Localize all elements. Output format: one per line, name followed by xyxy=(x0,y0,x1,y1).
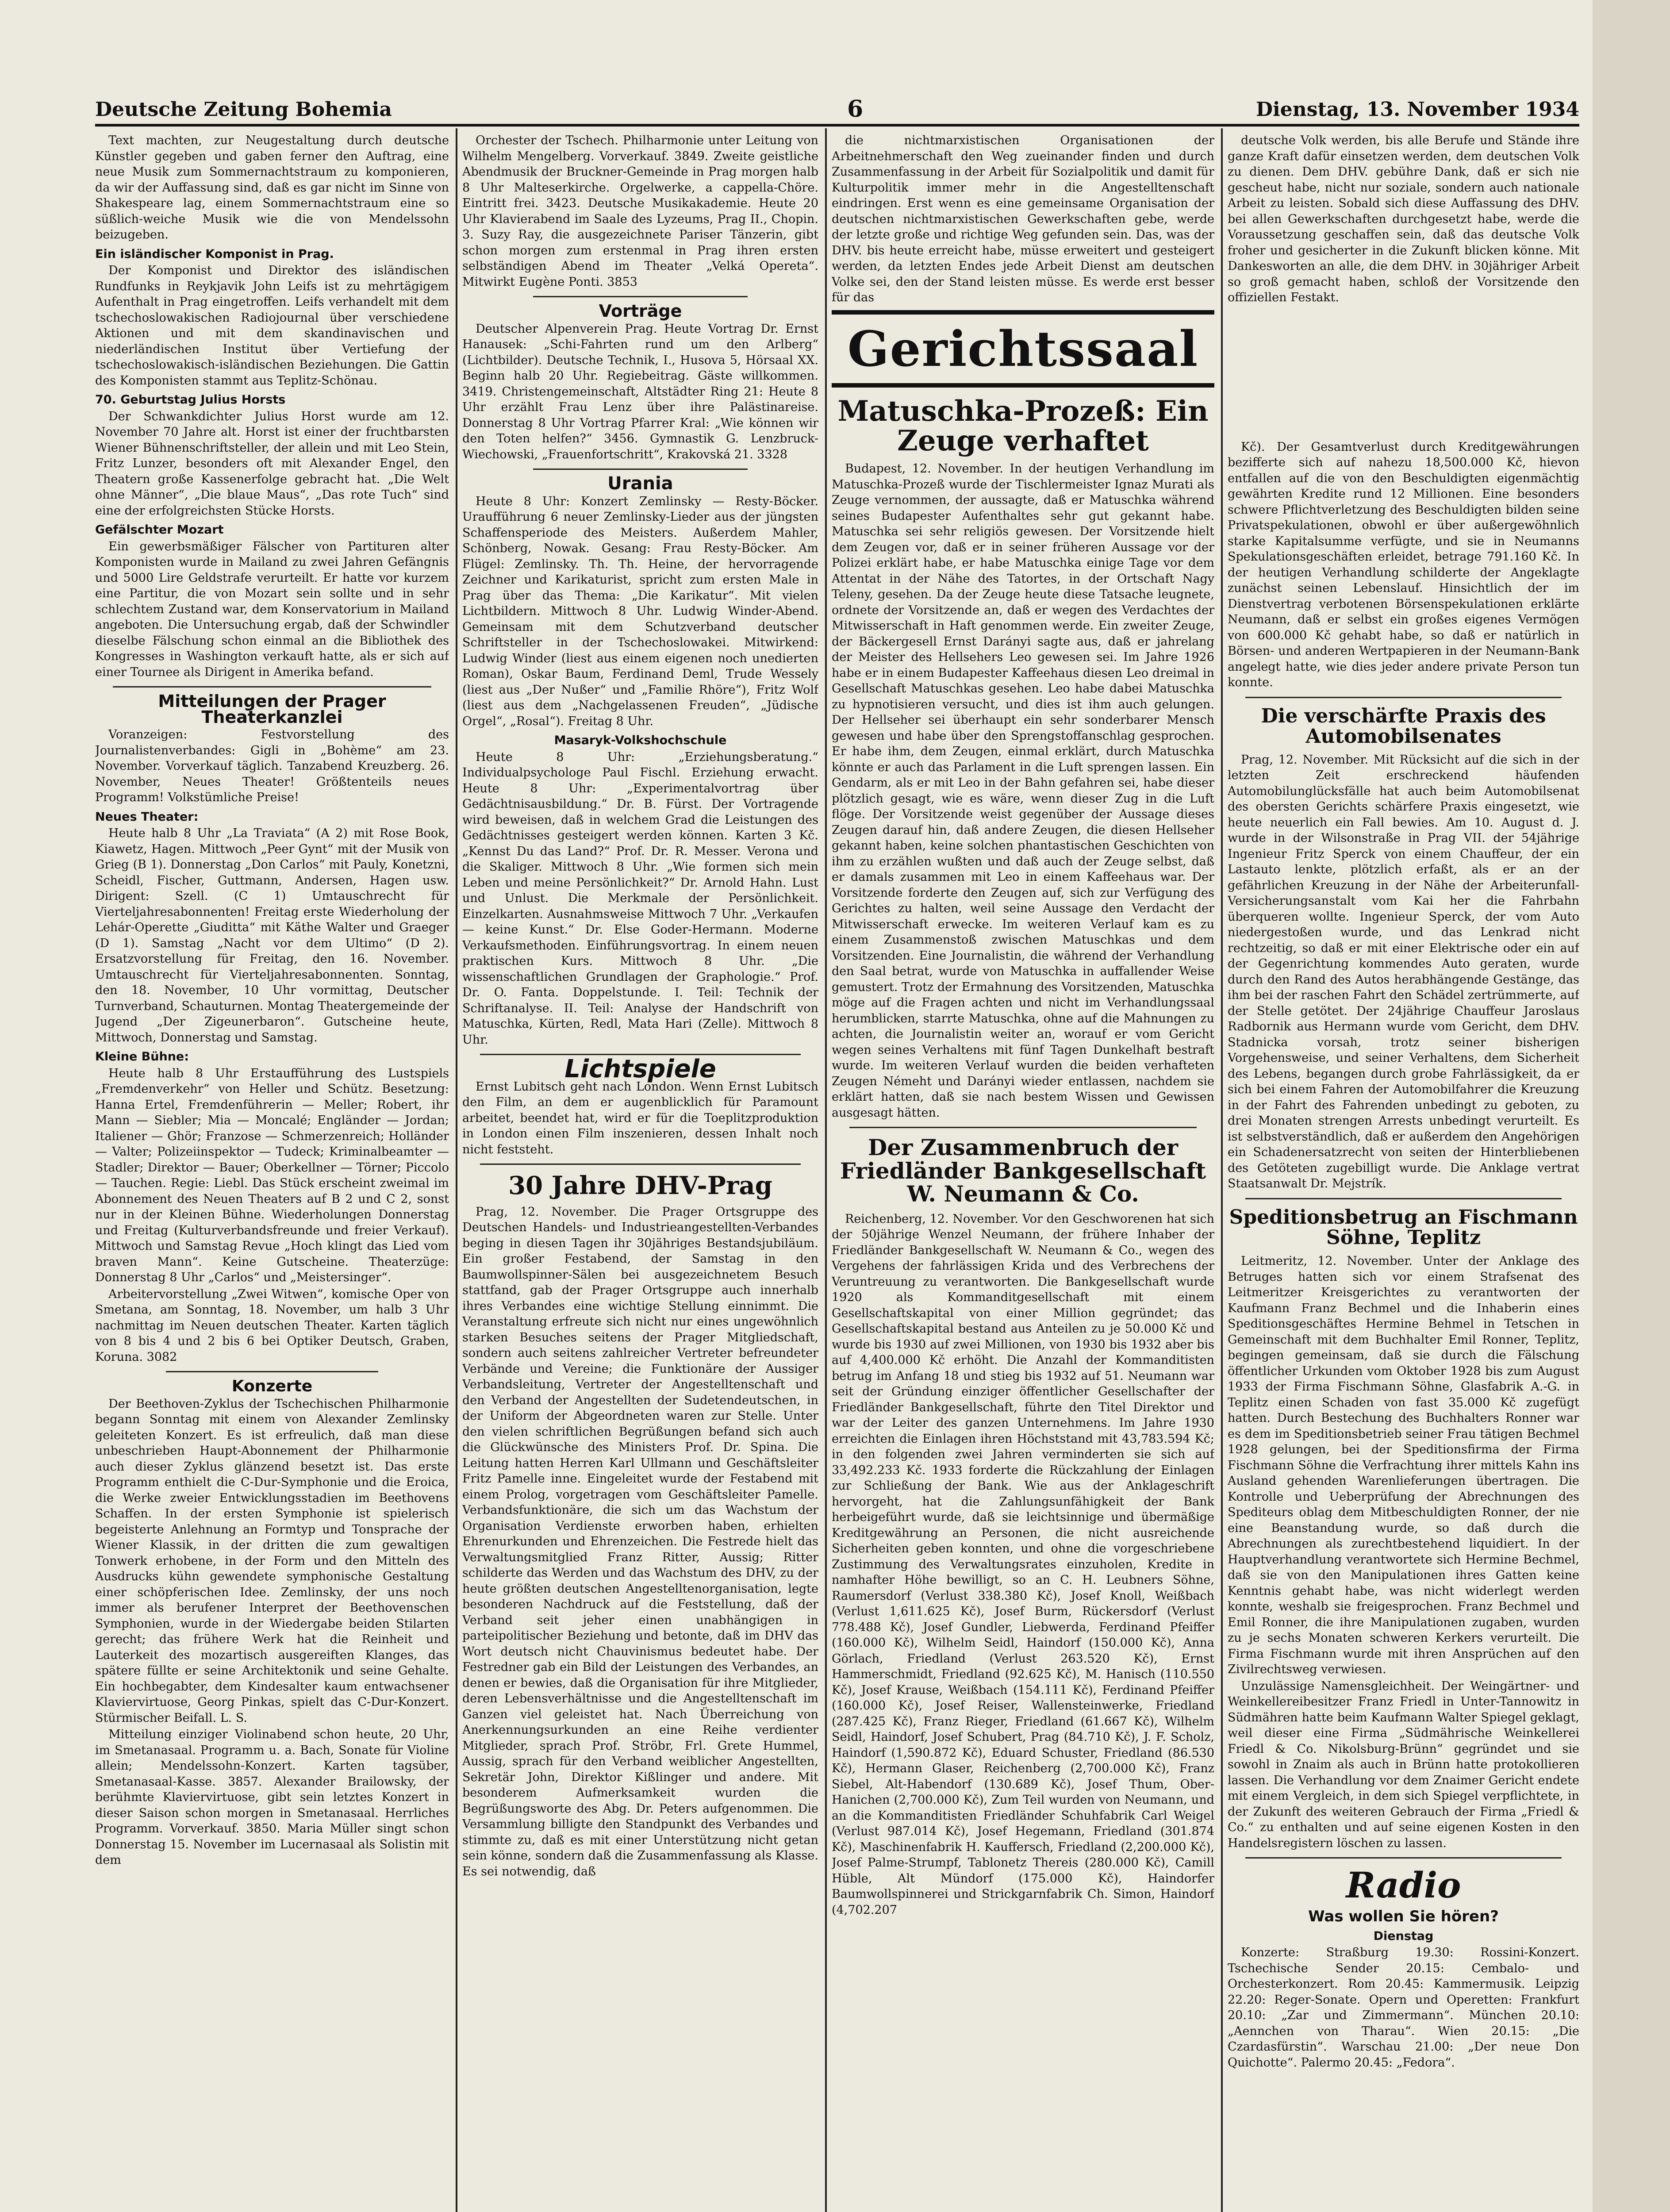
article-text: Heute 8 Uhr: Konzert Zemlinsky — Resty-Böcker. Uraufführung 6 neuer Zemlinsky-Lieder aus der jüngsten Schaffensperiode des Meisters. Außerdem Mahler, Schönberg, Nowak. Gesang: Frau Resty-Böcker. Am Flügel: Zemlinsky. Th. Th. Heine, der hervorragende Zeichner und Karikaturist, spricht zum ersten Male in Prag über das Thema: „Die Karikatur“. Mit vielen Lichtbildern. Mittwoch 8 Uhr. Ludwig Winder-Abend. Gemeinsam mit dem Schutzverband deutscher Schriftsteller in der Tschechoslowakei. Mitwirkend: Ludwig Winder (liest aus einem eigenen noch unedierten Roman), Oskar Baum, Ferdinand Deml, Trude Wessely (liest aus „Der Nußer“ und „Familie Rhöre“), Fritz Wolf (liest aus dem „Nachgelassenen Freuden“, „Jüdische Orgel“, „Rosal“). Freitag 8 Uhr. xyxy=(462,494,818,728)
issue-date: Dienstag, 13. November 1934 xyxy=(1255,98,1579,121)
separator xyxy=(533,296,748,297)
column-3 xyxy=(832,133,1214,2212)
separator xyxy=(166,1371,378,1372)
article-heading: Neues Theater: xyxy=(95,810,199,824)
page-number: 6 xyxy=(847,96,864,123)
article-heading: Kleine Bühne: xyxy=(95,1050,189,1064)
article-heading: Masaryk-Volkshochschule xyxy=(554,733,727,747)
section-heading: Konzerte xyxy=(231,1377,313,1395)
article-heading: Gefälschter Mozart xyxy=(95,523,224,537)
spacer xyxy=(1228,307,1579,439)
headline: Die verschärfte Praxis des Automobilsenates xyxy=(1261,704,1546,748)
article-text: Prag, 12. November. Mit Rücksicht auf die sich in der letzten Zeit erschreckend häufenden Automobilunglücksfälle hat auch beim Automobilsenat des obersten Gerichts schärfere Praxis eingesetzt, wie heute neuerlich ein Fall bewies. Am 10. August d. J. wurde in der Wilsonstraße in Prag VII. der 54jährige Ingenieur Fritz Sperck von einem Chauffeur, der ein Lastauto lenkte, plötzlich erfaßt, als er an der gefährlichen Kreuzung in der Nähe der Arbeiterunfall-Versicherungsanstalt vom Kai her die Fahrbahn überqueren wollte. Ingenieur Sperck, der vom Auto niedergestoßen wurde, und das Lenkrad nicht rechtzeitig, so daß er mit einer Elektrische oder ein auf der Gegenrichtung kommendes Auto geraten, wurde durch den Rand des Autos herabhängende Gestänge, das ihm bei der raschen Fahrt den Schädel zertrümmerte, auf der Stelle getötet. Der 24jährige Chauffeur Jaroslaus Radbornik aus Hermann wurde vom Gericht, dem DHV. Stadnicka vorsah, trotz seiner bisherigen Vorgehensweise, und seiner Verhaltens, dem Sicherheit des Lebens, begangen durch grobe Fahrlässigkeit, da er sich bei einem Fahren der Automobilfahrer die Kreuzung in der Fahrt des Fahrenden unbedingt zu geboten, zu drei Monaten strengen Arrests unbedingt verurteilt. Es ist selbstverständlich, daß er außerdem den Angehörigen ein Schadenersatzrecht von seiten der Hinterbliebenen des Getöteten zugebilligt wurde. Die Anklage vertrat Staatsanwalt Dr. Mejstrík. xyxy=(1228,753,1579,1191)
headline: Der Zusammenbruch der Friedländer Bankgesellschaft W. Neumann & Co. xyxy=(840,1134,1206,1207)
headline: Speditionsbetrug an Fischmann Söhne, Teplitz xyxy=(1229,1206,1578,1249)
column-divider xyxy=(1221,128,1223,2212)
article-heading: Ein isländischer Komponist in Prag. xyxy=(95,247,334,261)
page-header xyxy=(95,96,1579,123)
separator xyxy=(1245,697,1562,698)
article-heading: Dienstag xyxy=(1373,1929,1434,1943)
article-text: Voranzeigen: Festvorstellung des Journalistenverbandes: Gigli in „Bohème“ am 23. November. Vorverkauf täglich. Tanzabend Kreuzberg. 26. November, Neues Theater! Größtenteils neues Programm! Volkstümliche Preise! xyxy=(95,728,449,804)
article-text: Orchester der Tschech. Philharmonie unter Leitung von Wilhelm Mengelberg. Vorverkauf. 3849. Zweite geistliche Abendmusik der Bruckner-Gemeinde in Prag morgen halb 8 Uhr Malteserkirche. Orgelwerke, a cappella-Chöre. Eintritt frei. 3423. Deutsche Musikakademie. Heute 20 Uhr Klavierabend im Saale des Lyzeums, Prag II., Chopin. 3. Suzy Ray, die ausgezeichnete Pariser Tänzerin, gibt schon morgen zum erstenmal in Prag ihren ersten selbständigen Abend im Theater „Velká Opereta“. Mitwirkt Eugène Ponti. 3853 xyxy=(462,134,818,289)
article-heading: Was wollen Sie hören? xyxy=(1308,1908,1499,1926)
article-text: Der Komponist und Direktor des isländischen Rundfunks in Reykjavik John Leifs ist zu mehrtägigem Aufenthalt in Prag eingetroffen. Leifs verhandelt mit dem tschechoslowakischen Radiojournal über verschiedene Aktionen und mit dem skandinavischen und niederländischen Institut über Vertiefung der tschechoslowakisch-isländischen Beziehungen. Die Gattin des Komponisten stammt aus Teplitz-Schönau. xyxy=(95,264,449,388)
section-banner: Gerichtssaal xyxy=(832,310,1214,388)
article-text: Ein gewerbsmäßiger Fälscher von Partituren alter Komponisten wurde in Mailand zu zwei Jahren Gefängnis und 5000 Lire Geldstrafe verurteilt. Er hatte vor kurzem eine Partitur, die von Mozart sein sollte und in sehr schlechtem Zustand war, dem Konservatorium in Mailand angeboten. Die Untersuchung ergab, daß der Schwindler dieselbe Fälschung schon einmal an die Bibliothek des Kongresses in Washington verkauft hatte, als er sich auf einer Tournee als Dirigent in Amerika befand. xyxy=(95,539,449,679)
separator xyxy=(480,1164,801,1165)
section-heading: Mitteilungen der Prager Theaterkanzlei xyxy=(158,691,386,727)
column-4 xyxy=(1228,133,1579,2212)
article-text: Heute halb 8 Uhr Erstaufführung des Lustspiels „Fremdenverkehr“ von Heller und Schütz. Besetzung: Hanna Ertel, Fremdenführerin — Meller; Robert, ihr Mann — Siebler; Mia — Moncalé; Engländer — Jordan; Italiener — Ghör; Franzose — Schmerzenreich; Holländer — Valter; Polizeiinspektor — Tudeck; Kriminalbeamter — Stadler; Direktor — Bauer; Oberkellner — Törner; Piccolo — Tauchen. Regie: Liebl. Das Stück erscheint zweimal im Abonnement des Neuen Theaters auf B 2 und C 2, sonst nur in der Kleinen Bühne. Wiederholungen Donnerstag und Freitag (Kulturverbandsfreunde und freier Verkauf). Mittwoch und Samstag Revue „Hoch klingt das Lied vom braven Mann“. Keine Gutscheine. Theaterzüge: Donnerstag 8 Uhr „Carlos“ und „Meistersinger“. xyxy=(95,1066,449,1284)
article-text: Der Beethoven-Zyklus der Tschechischen Philharmonie begann Sonntag mit einem von Alexander Zemlinsky geleiteten Konzert. Es ist erfreulich, daß man diese unbeschrieben Haupt-Abonnement der Philharmonie auch dieser Zyklus glänzend besetzt ist. Das erste Programm enthielt die C-Dur-Symphonie und die Eroica, die Werke zweier Entwicklungsstadien im Beethovens Schaffen. In der ersten Symphonie ist spielerisch begeisterte Anlehnung an Formtyp und Tonsprache der Wiener Klassik, in der dritten die zum gewaltigen Tonwerk erhobene, in der Form und den Mitteln des Ausdrucks kühn gewendete symphonische Gestaltung einer schöpferischen Idee. Zemlinsky, der uns noch immer als berufener Interpret der Beethovenschen Symphonien, wurde in der Wiedergabe beiden Stilarten gerecht; das frühere Werk hat die Reinheit und Lauterkeit des mozartisch ausgereiften Klanges, das spätere füllte er seine Architektonik und seine Gehalte. Ein hochbegabter, dem Kindesalter kaum entwachsener Klaviervirtuose, Georg Pinkas, spielt das C-Dur-Konzert. Stürmischer Beifall. L. S. xyxy=(95,1397,449,1725)
headline: 30 Jahre DHV-Prag xyxy=(508,1171,772,1200)
article-text: Text machten, zur Neugestaltung durch deutsche Künstler gegeben und gaben ferner den Auftrag, eine neue Musik zum Sommernachtstraum zu komponieren, da wir der Auffassung sind, daß es gar nicht im Sinne von Shakespeare lag, einem Sommernachtstraum eine so süßlich-weiche Musik wie die von Mendelssohn beizugeben. xyxy=(95,134,449,242)
article-text: Heute 8 Uhr: „Erziehungsberatung.“ Individualpsychologe Paul Fischl. Erziehung erwacht. Heute 8 Uhr: „Experimentalvortrag über Gedächtnisausbildung.“ Dr. B. Fürst. Der Vortragende wird beweisen, daß in welchem Grad die Leistungen des Gedächtnisses gesteigert werden können. Karten 3 Kč. „Kennst Du das Land?“ Prof. Dr. R. Messer. Verona und die Skaliger. Mittwoch 8 Uhr. „Wie formen sich mein Leben und meine Persönlichkeit?“ Dr. Arnold Hahn. Lust und Unlust. Die Merkmale der Persönlichkeit. Einzelkarten. Ausnahmsweise Mittwoch 7 Uhr. „Verkaufen — keine Kunst.“ Dr. Else Goder-Hermann. Moderne Verkaufsmethoden. Einführungsvortrag. In einem neuen praktischen Kurs. Mittwoch 8 Uhr. „Die wissenschaftlichen Grundlagen der Graphologie.“ Prof. Dr. O. Fanta. Doppelstunde. I. Teil: Technik der Schriftanalyse. II. Teil: Analyse der Handschrift von Matuschka, Kürten, Redl, Mata Hari (Zelle). Mittwoch 8 Uhr. xyxy=(462,750,818,1047)
article-text: Prag, 12. November. Die Prager Ortsgruppe des Deutschen Handels- und Industrieangestellten-Verbandes beging in diesen Tagen ihr 30jähriges Bestandsjubiläum. Ein großer Festabend, der Samstag in den Baumwollspinner-Sälen bei ausgezeichnetem Besuch stattfand, gab der Prager Ortsgruppe auch innerhalb ihres Verbandes eine wichtige Stellung einnimmt. Die Veranstaltung erfreute sich nicht nur eines ungewöhnlich starken Besuches seitens der Prager Mitgliedschaft, sondern auch seitens zahlreicher Vertreter befreundeter Verbände und Vereine; die Funktionäre der Aussiger Verbandsleitung, Vertreter der Angestelltenschaft und den Verband der Angestellten der Sudetendeutschen, in der Uniform der Abgeordneten waren zur Stelle. Unter den vielen schriftlichen Begrüßungen befand sich auch die Glückwünsche des Ministers Prof. Dr. Spina. Die Leitung hatten Herren Karl Ullmann und Geschäftsleiter Fritz Pamelle inne. Eingeleitet wurde der Festabend mit einem Prolog, vorgetragen vom Geschäftsleiter Pamelle. Verbandsfunktionäre, die sich um das Wachstum der Organisation Verdienste erworben haben, erhielten Ehrenurkunden und Ehrenzeichen. Die Festrede hielt das Verwaltungsmitglied Franz Ritter, Aussig; Ritter schilderte das Werden und das Wachstum des DHV, zu der heute größten deutschen Angestelltenorganisation, legte besonderen Nachdruck auf die Feststellung, daß der Verband seit jeher einen unabhängigen in parteipolitischer Beziehung und betonte, daß im DHV das Wort deutsch nicht Chauvinismus bedeutet habe. Der Festredner gab ein Bild der Leistungen des Verbandes, an denen er bewies, daß die Organisation für ihre Mitglieder, deren Lebensverhältnisse und die Angestelltenschaft im Ganzen viel geleistet hat. Nach Überreichung von Anerkennungsurkunden an eine Reihe verdienter Mitglieder, sprach Prof. Ströbr, Frl. Grete Hummel, Aussig, sprach für den Verband weiblicher Angestellten, Sekretär John, Direktor Kißlinger und andere. Mit besonderem Aufmerksamkeit wurden die Begrüßungsworte des Abg. Dr. Peters aufgenommen. Die Versammlung billigte den Standpunkt des Verbandes und stimmte zu, daß es mit einer Unterstützung nicht getan sein könne, sondern daß die Zusammenfassung als Klasse. Es sei notwendig, daß xyxy=(462,1205,818,1878)
article-text: Deutscher Alpenverein Prag. Heute Vortrag Dr. Ernst Hanausek: „Schi-Fahrten rund um den Arlberg“ (Lichtbilder). Deutsche Technik, I., Husova 5, Hörsaal XX. Beginn halb 20 Uhr. Regiebeitrag. Gäste willkommen. 3419. Christengemeinschaft, Altstädter Ring 21: Heute 8 Uhr erzählt Frau Lenz über ihre Palästinareise. Donnerstag 8 Uhr Vortrag Pfarrer Kral: „Wie können wir den Toten helfen?“ 3456. Gymnastik G. Lenzbruck-Wiechowski, „Frauenfortschritt“, Krakovská 21. 3328 xyxy=(462,322,818,461)
article-text: Unzulässige Namensgleichheit. Der Weingärtner- und Weinkellereibesitzer Franz Friedl in Unter-Tannowitz in Südmähren hatte beim Kaufmann Walter Spiegel geklagt, weil dieser eine Firma „Südmährische Weinkellerei Friedl & Co. Nikolsburg-Brünn“ gegründet und sie sowohl in Znaim als auch in Brünn hatte protokollieren lassen. Die Verhandlung vor dem Znaimer Gericht endete mit einem Vergleich, in dem sich Spiegel verpflichtete, in der Zukunft des weiteren Gebrauch der Firma „Friedl & Co.“ zu enthalten und auf seine eigenen Kosten in den Handelsregistern löschen zu lassen. xyxy=(1228,1679,1579,1850)
article-text: Budapest, 12. November. In der heutigen Verhandlung im Matuschka-Prozeß wurde der Tischlermeister Ignaz Murati als Zeuge vernommen, der aussagte, daß er Matuschka während seines Budapester Aufenthaltes sehr gut gekannt habe. Matuschka sei sehr religiös gewesen. Der Vorsitzende hielt dem Zeugen vor, daß er in seiner früheren Aussage vor der Polizei erklärt habe, er habe Matuschka einige Tage vor dem Attentat in der Nähe des Tatortes, in der Ortschaft Nagy Teleny, gesehen. Da der Zeuge heute diese Tatsache leugnete, ordnete der Vorsitzende an, daß er wegen des Verdachtes der Mitwisserschaft in Haft genommen werde. Ein zweiter Zeuge, der Bäckergesell Ernst Darányi sagte aus, daß er jahrelang der Meister des Hellsehers Leo gewesen sei. Im Jahre 1926 habe er in einem Budapester Kaffeehaus diesen Leo dreimal in Gesellschaft Matuschkas gesehen. Leo habe dabei Matuschka zu hypnotisieren versucht, und dies ist ihm auch gelungen. Der Hellseher sei überhaupt ein sehr sonderbarer Mensch gewesen und habe über den Sprengstoffanschlag gesprochen. Er habe ihm, dem Zeugen, einmal erklärt, durch Matuschka könnte er auch das Parlament in die Luft sprengen lassen. Ein Gendarm, als er mit Leo in der Bahn gefahren sei, habe dieser plötzlich gesagt, wie es wäre, wenn dieser Zug in die Luft flöge. Der Vorsitzende weist gegenüber der Aussage dieses Zeugen darauf hin, daß andere Zeugen, die diesen Hellseher gekannt haben, keine solchen phantastischen Geschichten von ihm zu erzählen wußten und daß auch der Zeuge selbst, daß er damals zusammen mit Leo in einem Kaffeehaus war. Der Vorsitzende forderte den Zeugen auf, sich zur Verfügung des Gerichtes zu halten, weil seine Aussage den Verdacht der Mitwisserschaft erwecke. Im weiteren Verlauf kam es zu einem Zusammenstoß zwischen Matuschkas und dem Vorsitzenden. Eine Journalistin, die während der Verhandlung den Saal betrat, wurde von Matuschka in auffallender Weise gemustert. Trotz der Ermahnung des Vorsitzenden, Matuschka möge auf die Fragen achten und nicht im Verhandlungssaal herumblicken, starrte Matuschka, ohne auf die Mahnungen zu achten, die Journalistin weiter an, worauf er vom Gericht wegen seines Verhaltens mit fünf Tagen Dunkelhaft bestraft wurde. Im weiteren Verlauf wurden die beiden verhafteten Zeugen Némeht und Darányi wieder entlassen, nachdem sie erklärt hatten, daß sie nach bestem Wissen und Gewissen ausgesagt hätten. xyxy=(832,462,1214,1120)
column-1 xyxy=(95,133,449,2212)
section-heading: Lichtspiele xyxy=(564,1055,716,1083)
article-text: Reichenberg, 12. November. Vor den Geschworenen hat sich der 50jährige Wenzel Neumann, der frühere Inhaber der Friedländer Bankgesellschaft W. Neumann & Co., wegen des Vergehens der fahrlässigen Krida und des Verbrechens der Veruntreuung zu verantworten. Die Bankgesellschaft wurde 1920 als Kommanditgesellschaft mit einem Gesellschaftskapital von einer Million gegründet; das Gesellschaftskapital bestand aus Anteilen zu je 50.000 Kč und wurde bis 1930 auf zwei Millionen, von 1930 bis 1932 aber bis auf 4,400.000 Kč erhöht. Die Anzahl der Kommanditisten betrug im Anfang 18 und stieg bis 1932 auf 51. Neumann war seit der Gründung einziger öffentlicher Gesellschafter der Friedländer Bankgesellschaft, führte den Titel Direktor und war der Leiter des ganzen Unternehmens. Im Jahre 1930 erreichten die Einlagen ihren Höchststand mit 43,783.594 Kč; in den folgenden zwei Jahren verminderten sie sich auf 33,492.233 Kč. 1933 forderte die Rückzahlung der Einlagen zur Schließung der Bank. Wie aus der Anklageschrift hervorgeht, hat die Zahlungsunfähigkeit der Bank herbeigeführt wurde, daß sie leichtsinnige und übermäßige Kreditgewährung an Personen, die nicht ausreichende Sicherheiten geben konnten, und ohne die vorgeschriebene Zustimmung des Verwaltungsrates einzuholen, Kredite in namhafter Höhe bewilligt, so an C. H. Leubners Söhne, Raumersdorf (Verlust 338.380 Kč), Josef Knoll, Weißbach (Verlust 1,611.625 Kč), Josef Burm, Rückersdorf (Verlust 778.488 Kč), Josef Gundler, Liebwerda, Ferdinand Pfeiffer (160.000 Kč), Wilhelm Seidl, Haindorf (150.000 Kč), Anna Görlach, Friedland (Verlust 263.520 Kč), Ernst Hammerschmidt, Friedland (92.625 Kč), M. Hanisch (110.550 Kč), Josef Krause, Weißbach (154.111 Kč), Ferdinand Pfeiffer (160.000 Kč), Josef Reiser, Wallensteinwerke, Friedland (287.425 Kč), Franz Rieger, Friedland (61.667 Kč), Wilhelm Seidl, Haindorf, Josef Schubert, Prag (84.710 Kč), J. F. Scholz, Haindorf (1,590.872 Kč), Eduard Schuster, Friedland (86.530 Kč), Hermann Glaser, Reichenberg (2,700.000 Kč), Franz Siebel, Alt-Habendorf (130.689 Kč), Josef Thum, Ober-Hanichen (2,700.000 Kč), Zum Teil wurden von Neumann, und an die Kommanditisten Friedländer Schuhfabrik Carl Weigel (Verlust 987.014 Kč), Josef Hegemann, Friedland (301.874 Kč), Maschinenfabrik H. Kauffersch, Friedland (2,200.000 Kč), Josef Palme-Strumpf, Tablonetz Thereis (280.000 Kč), Camill Hüble, Alt Mündorf (175.000 Kč), Haindorfer Baumwollspinnerei und Strickgarnfabrik Ch. Simon, Haindorf (4,702.207 xyxy=(832,1212,1214,1917)
page-margin xyxy=(1593,0,1670,2212)
column-2 xyxy=(462,133,818,2212)
section-heading: Urania xyxy=(607,473,673,494)
article-text: Konzerte: Straßburg 19.30: Rossini-Konzert. Tschechische Sender 20.15: Cembalo- und Orchesterkonzert. Rom 20.45: Kammermusik. Leipzig 22.20: Reger-Sonate. Opern und Operetten: Frankfurt 20.10: „Zar und Zimmermann“. München 20.10: „Aennchen von Tharau“. Wien 20.15: „Die Czardasfürstin“. Warschau 21.00: „Der neue Don Quichotte“. Palermo 20.45: „Fedora“. xyxy=(1228,1946,1579,2070)
headline: Matuschka-Prozeß: Ein Zeuge verhaftet xyxy=(837,395,1209,458)
article-text: Arbeitervorstellung „Zwei Witwen“, komische Oper von Smetana, am Sonntag, 18. November, um halb 3 Uhr nachmittag im Neuen deutschen Theater. Karten täglich von 8 bis 4 und 2 bis 6 bei Optiker Deutsch, Graben, Koruna. 3082 xyxy=(95,1287,449,1364)
column-divider xyxy=(825,128,827,2212)
article-text: Leitmeritz, 12. November. Unter der Anklage des Betruges hatten sich vor einem Strafsenat des Leitmeritzer Kreisgerichtes zu verantworten der Kaufmann Franz Bechmel und die Inhaberin eines Speditionsgeschäftes Hermine Behmel in Tetschen in Gemeinschaft mit dem Buchhalter Emil Ronner, Teplitz, begingen gemeinsam, daß sie durch die Fälschung öffentlicher Urkunden vom Oktober 1928 bis zum August 1933 der Firma Fischmann Söhne, Glasfabrik A.-G. in Teplitz einen Schaden von fast 35.000 Kč zugefügt hatten. Durch Bestechung des Buchhalters Ronner war es dem im Speditionsbetrieb seiner Frau tätigen Bechmel 1928 gelungen, bei der Speditionsfirma der Firma Fischmann Söhne die Verfrachtung ihrer mittels Kahn ins Ausland gehenden Warenlieferungen übertragen. Die Kontrolle und Ueberprüfung der Abrechnungen des Spediteurs oblag dem Mitbeschuldigten Ronner, der nie eine Beanstandung wurde, so daß durch die Abrechnungen als zurechtbestehend liquidiert. In der Hauptverhandlung verantwortete sich Hermine Bechmel, daß sie von den Manipulationen ihres Gatten keine Kenntnis gehabt habe, was nicht widerlegt werden konnte, weshalb sie freigesprochen. Franz Bechmel und Emil Ronner, die ihre Manipulationen zugaben, wurden zu je sechs Monaten schweren Kerkers verurteilt. Die Firma Fischmann wurde mit ihren Ansprüchen auf den Zivilrechtsweg verwiesen. xyxy=(1228,1254,1579,1677)
article-heading: 70. Geburtstag Julius Horsts xyxy=(95,393,286,407)
paper-name: Deutsche Zeitung Bohemia xyxy=(95,98,392,121)
article-text: Heute halb 8 Uhr „La Traviata“ (A 2) mit Rose Book, Kiawetz, Hagen. Mittwoch „Peer Gynt“ mit der Musik von Grieg (B 1). Donnerstag „Don Carlos“ mit Pauly, Konetzni, Scheidl, Fischer, Guttmann, Andersen, Hagen usw. Dirigent: Szell. (C 1) Umtauschrecht für Vierteljahresabonnenten! Freitag erste Wiederholung der Lehár-Operette „Giuditta“ mit Käthe Walter und Graeger (D 1). Samstag „Nacht vor dem Ultimo“ (D 2). Ersatzvorstellung für Freitag, den 16. November. Umtauschrecht für Vierteljahresabonnenten. Sonntag, den 18. November, 10 Uhr vormittag, Deutscher Turnverband, Schauturnen. Montag Theatergemeinde der Jugend „Der Zigeunerbaron“. Gutscheine heute, Mittwoch, Donnerstag und Samstag. xyxy=(95,826,449,1045)
article-text: die nichtmarxistischen Organisationen der Arbeitnehmerschaft den Weg zueinander finden und durch Zusammenfassung in der Arbeit für Sozialpolitik und damit für Kulturpolitik immer mehr in die Angestelltenschaft eindringen. Erst wenn es eine gemeinsame Organisation der deutschen nichtmarxistischen Gewerkschaften gebe, werde der letzte große und richtige Weg gefunden sein. Das, was der DHV. bis heute erreicht habe, müsse erweitert und gesteigert werden, da letzten Endes jede Arbeit Dienst am deutschen Volke sei, den der Stand leisten müsse. Es werde erst besser für das xyxy=(832,134,1214,304)
separator xyxy=(113,686,431,687)
separator xyxy=(849,1127,1197,1128)
column-divider xyxy=(456,128,457,2212)
separator xyxy=(1245,1857,1562,1859)
header-rule xyxy=(95,124,1579,127)
headline: Radio xyxy=(1346,1864,1461,1906)
separator xyxy=(533,469,748,470)
article-text: Mitteilung einziger Violinabend schon heute, 20 Uhr, im Smetanasaal. Programm u. a. Bach, Sonate für Violine allein; Mendelssohn-Konzert. Karten tagsüber, Smetanasaal-Kasse. 3857. Alexander Brailowsky, der berühmte Klaviervirtuose, gibt sein letztes Konzert in dieser Saison schon morgen in Smetanasaal. Herrliches Programm. Vorverkauf. 3850. Maria Müller singt schon Donnerstag 15. November im Lucernasaal als Solistin mit dem xyxy=(95,1728,449,1867)
article-text: Der Schwankdichter Julius Horst wurde am 12. November 70 Jahre alt. Horst ist einer der fruchtbarsten Wiener Bühnenschriftsteller, der allein und mit Leo Stein, Fritz Lunzer, besonders oft mit Alexander Engel, den Theatern große Kassenerfolge gebracht hat. „Die Welt ohne Männer“, „Die blaue Maus“, „Das rote Tuch“ sind eine der erfolgreichsten Stücke Horsts. xyxy=(95,409,449,518)
section-heading: Vorträge xyxy=(599,301,682,321)
article-text: deutsche Volk werden, bis alle Berufe und Stände ihre ganze Kraft dafür einsetzen werden, dem deutschen Volk zu dienen. Dem DHV. gebühre Dank, daß er sich nie gescheut habe, nicht nur soziale, sondern auch nationale Arbeit zu leisten. Sobald sich diese Auffassung des DHV. bei allen Gewerkschaften durchgesetzt habe, werde die Voraussetzung geschaffen sein, daß das deutsche Volk froher und gesicherter in die Zukunft blicken könne. Mit Dankesworten an alle, die dem DHV. in 30jähriger Arbeit so groß gemacht haben, schloß der Vorsitzende den offiziellen Festakt. xyxy=(1228,134,1579,304)
article-text: Kč). Der Gesamtverlust durch Kreditgewährungen bezifferte sich auf nahezu 18,500.000 Kč, hievon entfallen auf die von den Beschuldigten eigenmächtig gewährten Kredite rund 12 Millionen. Eine besonders schwere Pflichtverletzung des Beschuldigten bilden seine Privatspekulationen, obwohl er über außergewöhnlich starke Kapitalsumme verfügte, und sie in Neumanns Spekulationsgeschäften erleidet, betrage 791.160 Kč. In der heutigen Verhandlung schilderte der Angeklagte zunächst seinen Lebenslauf. Hinsichtlich der im Dienstvertrag verbotenen Börsenspekulationen erklärte Neumann, daß er selbst ein großes eigenes Vermögen von 600.000 Kč gehabt habe, so daß er natürlich in Börsen- und anderen Wertpapieren in der Neumann-Bank angelegt hatte, wie dies jeder andere private Person tun konnte. xyxy=(1228,440,1579,689)
article-text: Ernst Lubitsch geht nach London. Wenn Ernst Lubitsch den Film, an dem er augenblicklich für Paramount arbeitet, beendet hat, wird er für die Toeplitzproduktion in London einen Film inszenieren, dessen Inhalt noch nicht feststeht. xyxy=(462,1079,818,1156)
separator xyxy=(1245,1198,1562,1199)
